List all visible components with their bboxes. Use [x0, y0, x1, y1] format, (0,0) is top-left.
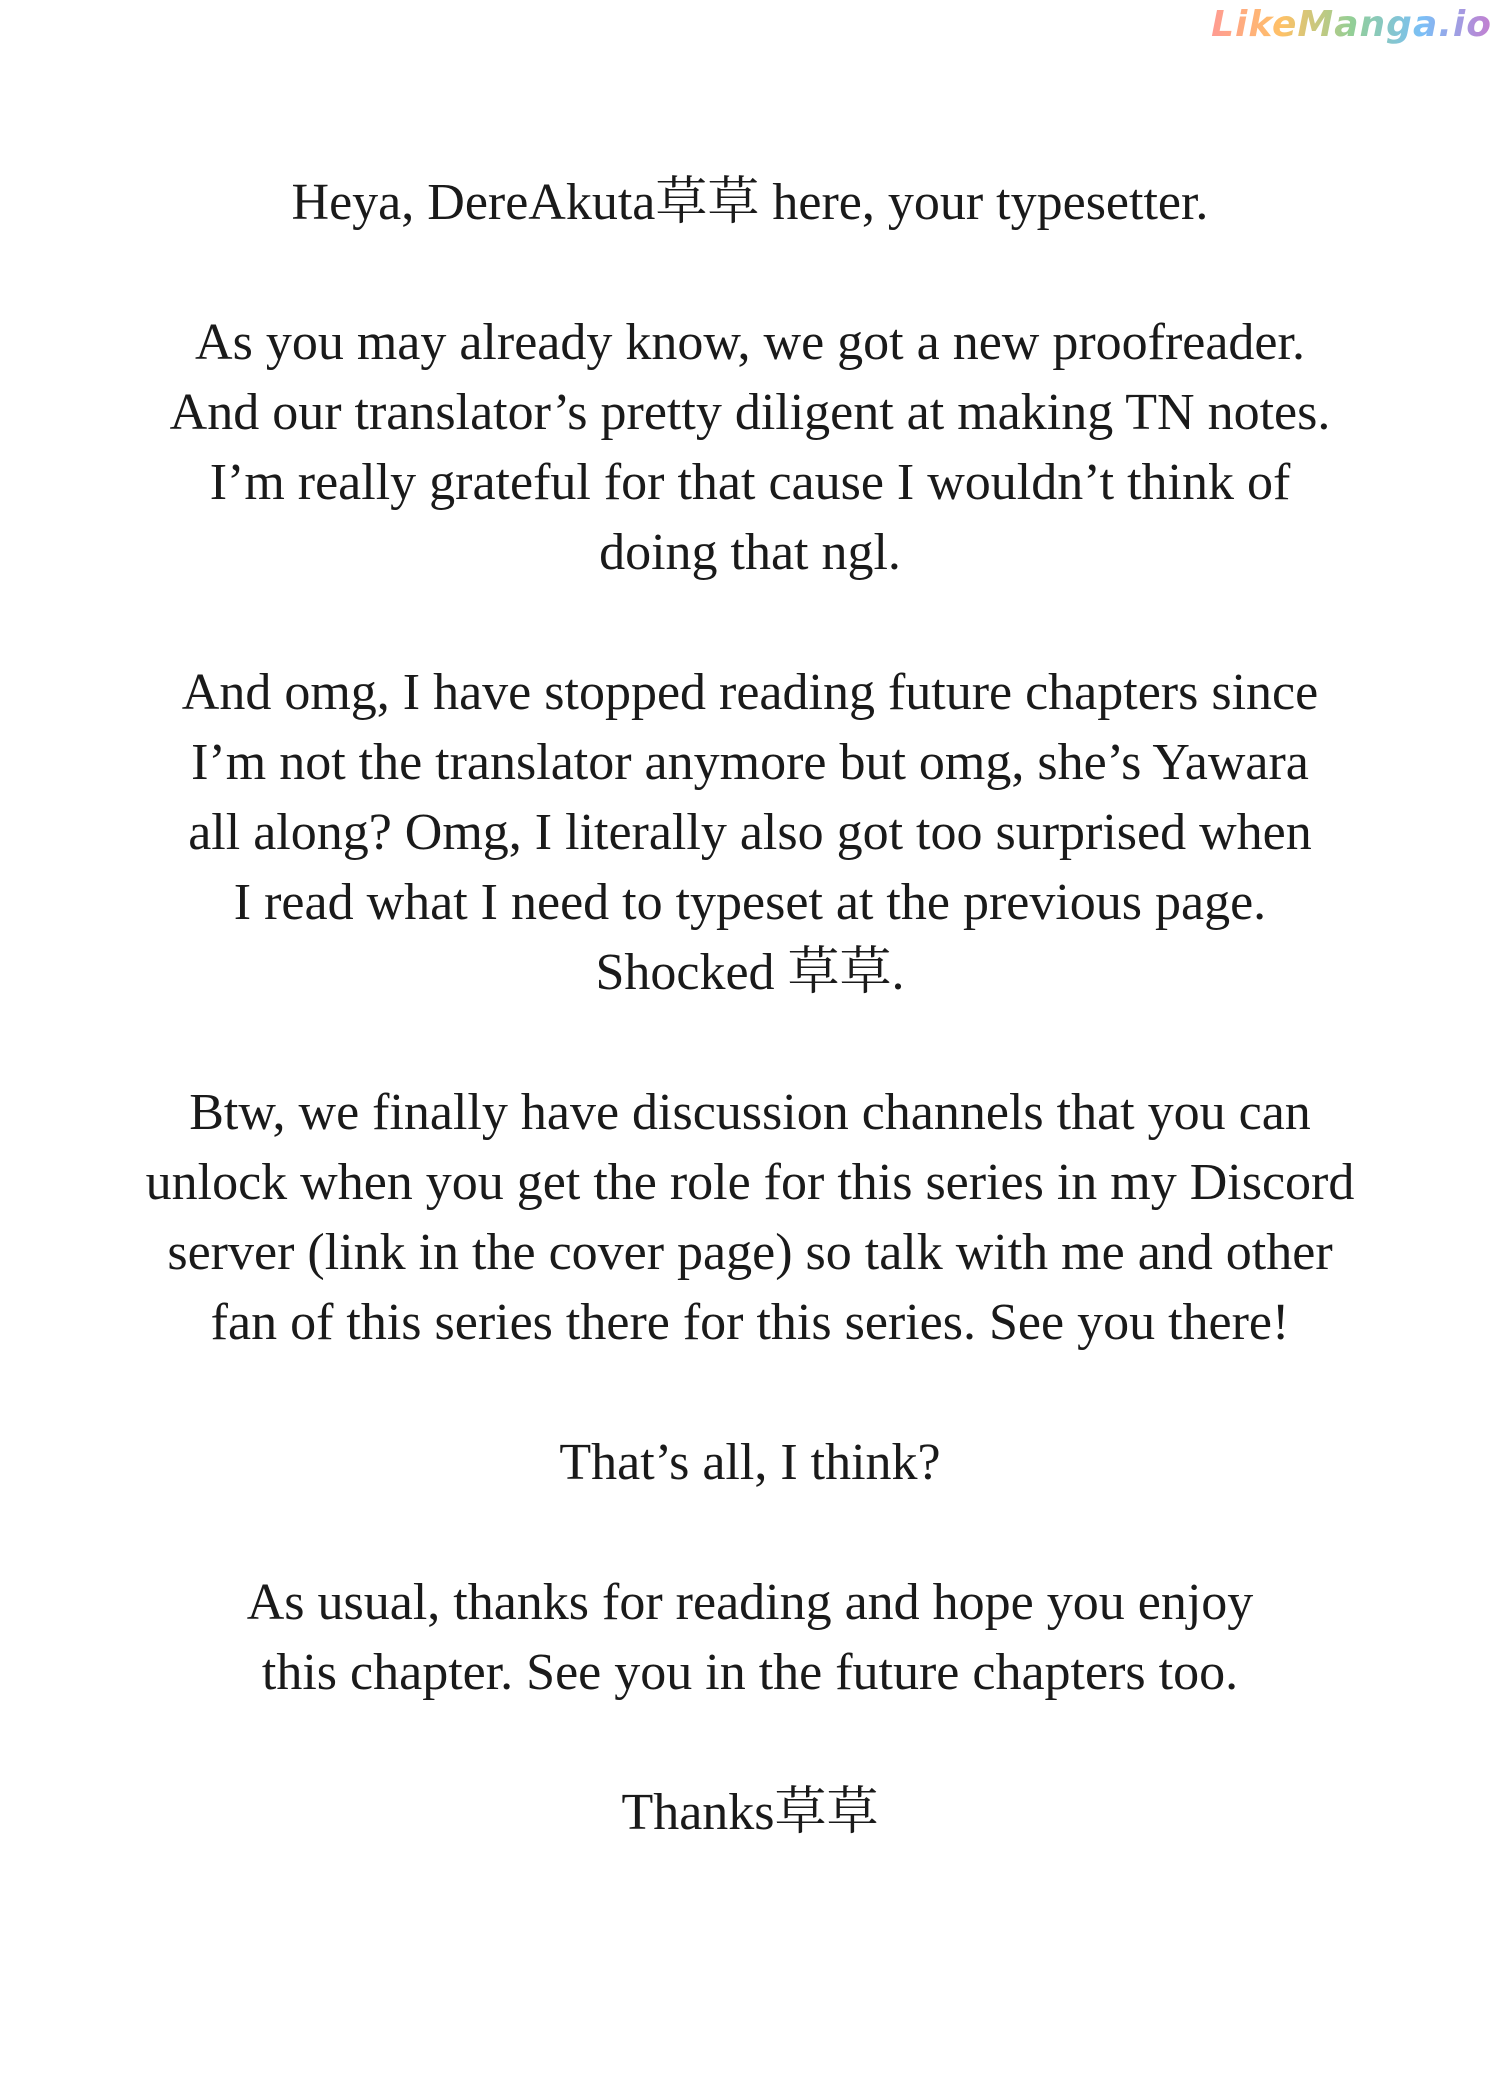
paragraph-reaction	[0, 658, 1500, 1008]
text-line: As usual, thanks for reading and hope you enjoy	[246, 1574, 1254, 1631]
note-body	[0, 168, 1500, 1918]
paragraph-closing-question	[0, 1428, 1500, 1498]
paragraph-greeting	[0, 168, 1500, 238]
text-line: unlock when you get the role for this series in my Discord	[145, 1154, 1355, 1211]
text-line: That’s all, I think?	[559, 1434, 941, 1491]
text-line: Btw, we finally have discussion channels that you can	[189, 1084, 1311, 1141]
paragraph-team-update	[0, 308, 1500, 588]
site-watermark-logo: LikeManga.io	[1211, 4, 1492, 45]
text-line: server (link in the cover page) so talk with me and other	[167, 1224, 1333, 1281]
text-line: doing that ngl.	[599, 524, 901, 581]
text-line: all along? Omg, I literally also got too surprised when	[188, 804, 1312, 861]
paragraph-discord	[0, 1078, 1500, 1358]
text-line: Heya, DereAkuta草草 here, your typesetter.	[291, 174, 1209, 231]
text-line: this chapter. See you in the future chapters too.	[261, 1644, 1239, 1701]
text-line: Shocked 草草.	[595, 944, 905, 1001]
text-line: Thanks草草	[621, 1784, 879, 1841]
text-line: And omg, I have stopped reading future chapters since	[181, 664, 1319, 721]
text-line: fan of this series there for this series. See you there!	[210, 1294, 1290, 1351]
text-line: And our translator’s pretty diligent at making TN notes.	[169, 384, 1331, 441]
text-line: As you may already know, we got a new proofreader.	[195, 314, 1305, 371]
text-line: I read what I need to typeset at the previous page.	[233, 874, 1267, 931]
paragraph-signoff	[0, 1778, 1500, 1848]
paragraph-thanks-reading	[0, 1568, 1500, 1708]
text-line: I’m really grateful for that cause I wouldn’t think of	[209, 454, 1291, 511]
text-line: I’m not the translator anymore but omg, she’s Yawara	[191, 734, 1309, 791]
